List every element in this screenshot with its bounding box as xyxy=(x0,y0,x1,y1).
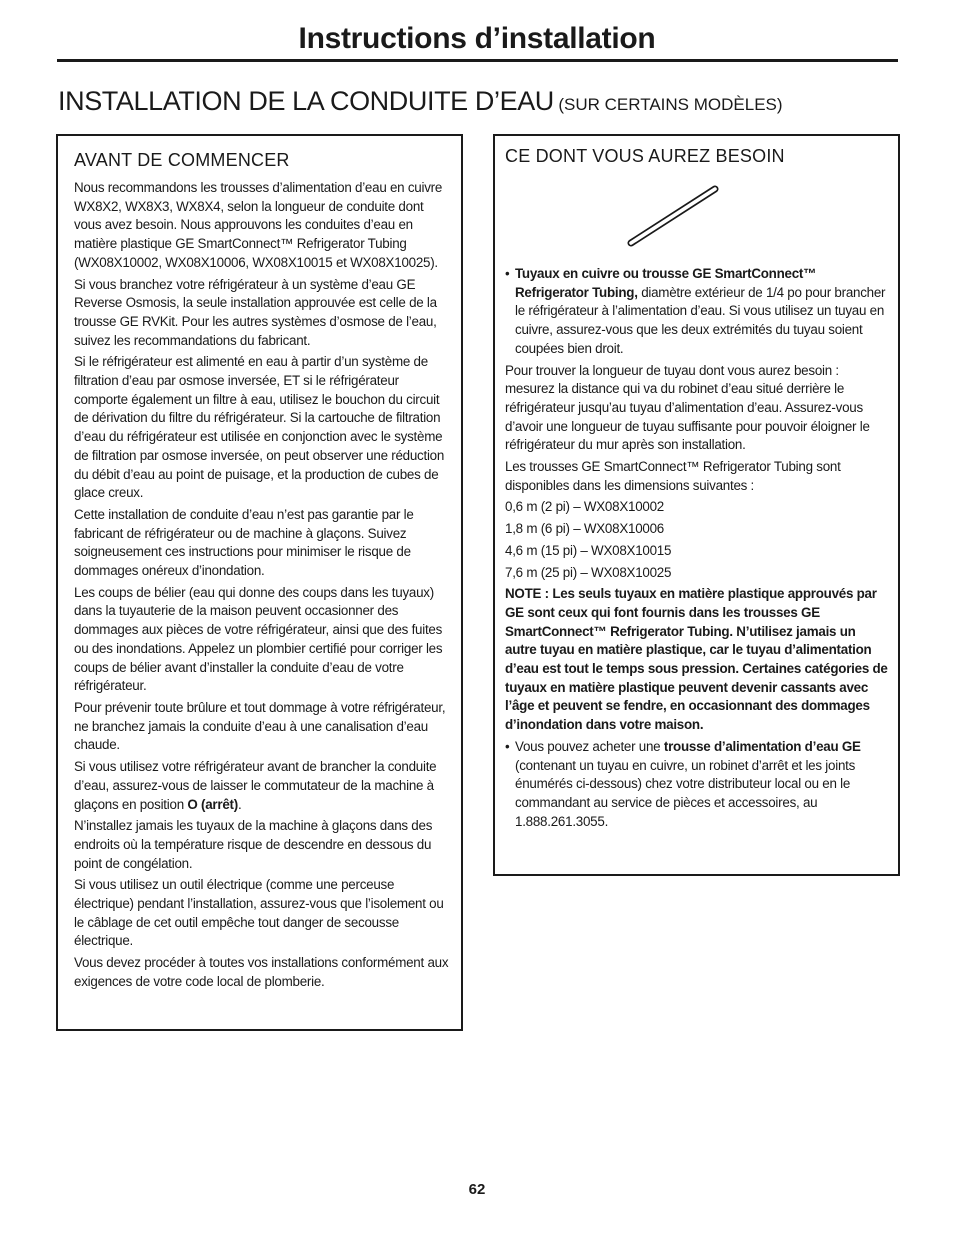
page-header-title: Instructions d’installation xyxy=(298,22,656,55)
paragraph: Pour prévenir toute brûlure et tout dommage à votre réfrigérateur, ne branchez jamais la conduite d’eau à une canalisation d’eau chaude. xyxy=(74,699,446,753)
paragraph: Si le réfrigérateur est alimenté en eau à partir d’un système de filtration d’eau par osmose inversée, ET si le réfrigérateur comporte également un filtre à eau, utilisez le bouchon du circuit de dérivation du filtre du réfrigérateur. Si la cartouche de filtration d’eau du réfrigérateur est utilisée en conjonction avec le système de filtration par osmose inversée, on peut observer une réduction du débit d’eau au point de puisage, et la production de cubes de glace creux. xyxy=(74,354,445,501)
paragraph-kits: Les trousses GE SmartConnect™ Refrigerator Tubing sont disponibles dans les dimensions suivantes : xyxy=(505,459,841,493)
paragraph-icemaker-switch xyxy=(74,758,453,814)
bullet-water-kit xyxy=(505,738,890,832)
note-paragraph: NOTE : Les seuls tuyaux en matière plastique approuvés par GE sont ceux qui font fournis dans les trousses GE SmartConnect™ Refrigerator Tubing. N’utilisez jamais un autre tuyau en matière plastique, car le tuyau d’alimentation d’eau est tout le temps sous pression. Certaines catégories de tuyaux en matière plastique peuvent devenir cassants avec l’âge et peuvent se fendre, en occasionnant des dommages d’inondation dans votre maison. xyxy=(505,586,888,733)
bullet-tubing xyxy=(505,265,890,359)
water-kit-text-end: (contenant un tuyau en cuivre, un robinet d’arrêt et les joints énumérés ci-dessous) chez votre distributeur local ou en le commandant au service de pièces et accessoires, au 1.888.261.3055. xyxy=(515,757,856,829)
before-you-begin-heading: AVANT DE COMMENCER xyxy=(74,150,290,170)
off-position-label: O (arrêt) xyxy=(187,796,238,812)
paragraph-length: Pour trouver la longueur de tuyau dont vous aurez besoin : mesurez la distance qui va du robinet d’eau situé derrière le réfrigérateur jusqu’au tuyau d’alimentation d’eau. Assurez-vous d’avoir une longueur de tuyau suffisante pour pouvoir éloigner le réfrigérateur du mur après son installation. xyxy=(505,362,870,453)
paragraph: Cette installation de conduite d’eau n’est pas garantie par le fabricant de réfrigérateur ou de machine à glaçons. Suivez soigneusement ces instructions pour minimiser le risque de dommages onéreux d’inondation. xyxy=(74,506,414,579)
paragraph: N’installez jamais les tuyaux de la machine à glaçons dans des endroits où la température risque de descendre en dessous du point de congélation. xyxy=(74,818,433,871)
water-kit-text: Vous pouvez acheter une xyxy=(515,738,664,754)
what-you-need-heading: CE DONT VOUS AUREZ BESOIN xyxy=(505,146,785,166)
tube-icon xyxy=(623,181,723,251)
water-kit-bold: trousse d’alimentation d’eau GE xyxy=(663,738,861,754)
tubing-bold-label: Tuyaux en cuivre ou trousse GE SmartConnect™ Refrigerator Tubing, xyxy=(515,266,817,300)
paragraph: Vous devez procéder à toutes vos installations conformément aux exigences de votre code local de plomberie. xyxy=(74,955,449,989)
tubing-description: diamètre extérieur de 1/4 po pour brancher le réfrigérateur à l’alimentation d’eau. Si vous utilisez un tuyau en cuivre, assurez-vous que les deux extrémités du tuyau soient coupées bien droit. xyxy=(515,284,886,356)
what-you-need-box xyxy=(493,134,900,876)
paragraph: Les coups de bélier (eau qui donne des coups dans les tuyaux) dans la tuyauterie de la maison peuvent occasionner des dommages aux pièces de votre réfrigérateur, ainsi que des fuites ou des inondations. Appelez un plombier certifié pour corriger les coups de bélier avant d’installer la conduite d’eau de votre réfrigérateur. xyxy=(74,584,443,694)
section-title-main: INSTALLATION DE LA CONDUITE D’EAU xyxy=(58,86,554,116)
size-item: 1,8 m (6 pi) – WX08X10006 xyxy=(505,521,664,537)
size-item: 0,6 m (2 pi) – WX08X10002 xyxy=(505,499,664,515)
section-title-subtitle: (SUR CERTAINS MODÈLES) xyxy=(558,95,783,114)
paragraph-text: Si vous utilisez votre réfrigérateur avant de brancher la conduite d’eau, assurez-vous de laisser le commutateur de la machine à glaçons en position xyxy=(74,759,437,812)
paragraph: Nous recommandons les trousses d’alimentation d’eau en cuivre WX8X2, WX8X3, WX8X4, selon la longueur de conduite dont vous avez besoin. Nous approuvons les conduites d’eau en matière plastique GE SmartConnect™ Refrigerator Tubing (WX08X10002, WX08X10006, WX08X10015 et WX08X10025). xyxy=(74,180,443,270)
before-you-begin-box xyxy=(56,134,463,1031)
paragraph: Si vous branchez votre réfrigérateur à un système d’eau GE Reverse Osmosis, la seule installation approuvée est celle de la trousse GE RVKit. Pour les autres systèmes d’osmose de l’eau, suivez les recommandations du fabricant. xyxy=(74,276,437,348)
page-number: 62 xyxy=(468,1181,486,1198)
paragraph-end: . xyxy=(237,796,242,812)
size-item: 4,6 m (15 pi) – WX08X10015 xyxy=(505,542,672,558)
section-title xyxy=(58,86,783,117)
size-item: 7,6 m (25 pi) – WX08X10025 xyxy=(505,564,672,580)
header-rule xyxy=(57,59,898,62)
paragraph: Si vous utilisez un outil électrique (comme une perceuse électrique) pendant l’installation, assurez-vous que l’isolement ou le câblage de cet outil empêche tout danger de secousse électrique. xyxy=(74,877,444,949)
